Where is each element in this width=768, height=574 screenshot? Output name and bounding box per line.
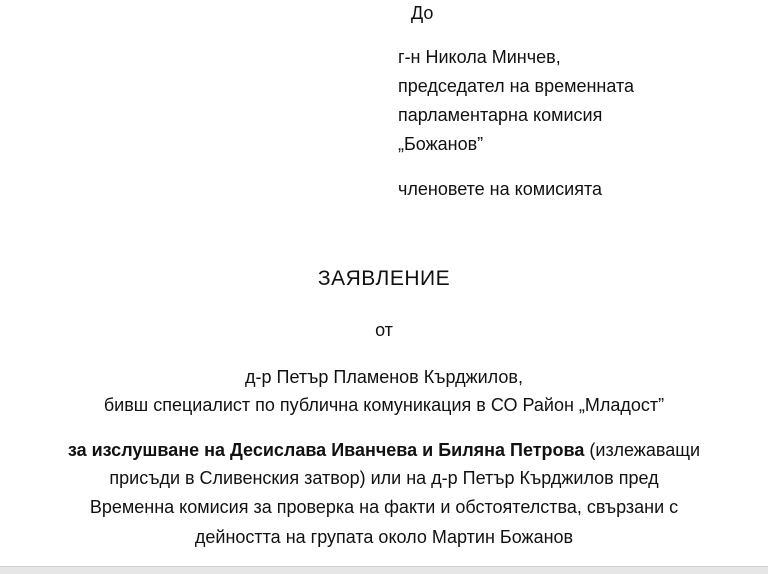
body-line-1-rest: (излежаващи — [584, 440, 701, 460]
recipient-name: г-н Никола Минчев, — [398, 47, 561, 67]
address-to: До — [411, 3, 434, 23]
recipient-role-line-1: председател на временната — [398, 76, 635, 96]
committee-members: членовете на комисията — [398, 179, 602, 199]
body-line-3: Временна комисия за проверка на факти и обстоятелства, свързани с — [89, 497, 679, 517]
recipient-role-line-2: парламентарна комисия — [398, 105, 603, 125]
body-bold-text: за изслушване на Десислава Иванчева и Биляна Петрова — [67, 440, 585, 460]
body-line-4: дейността на групата около Мартин Божанов — [194, 527, 574, 547]
document-title: ЗАЯВЛЕНИЕ — [317, 267, 451, 290]
recipient-role-line-3: „Божанов” — [398, 134, 484, 154]
sender-position: бивш специалист по публична комуникация в СО Район „Младост” — [103, 395, 665, 415]
body-line-1 — [0, 439, 768, 461]
body-line-2: присъди в Сливенския затвор) или на д-р Петър Кърджилов пред — [109, 468, 659, 488]
sender-name: д-р Петър Пламенов Кърджилов, — [245, 367, 523, 387]
from-label: от — [375, 320, 393, 340]
